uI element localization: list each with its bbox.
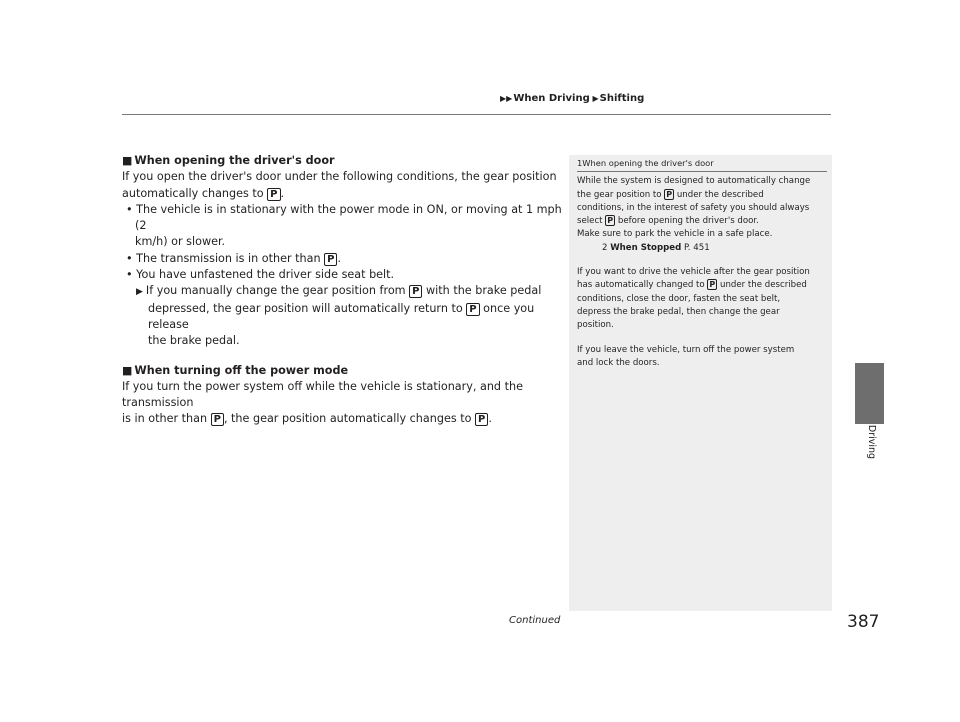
continued-label: Continued: [509, 615, 561, 626]
sidebar-heading: 1When opening the driver's door: [577, 157, 827, 172]
breadcrumb-item[interactable]: Shifting: [599, 93, 645, 104]
header-rule: [122, 114, 831, 115]
square-bullet-icon: ■: [122, 363, 133, 377]
section-heading: ■ When opening the driver's door: [122, 154, 335, 167]
sidebar-paragraph: While the system is designed to automatically change the gear position to P under the described conditions, in the interest of safety you should always select P before opening the driver's door. Make sure to park the vehicle in a safe place.: [577, 176, 811, 240]
page-number: 387: [847, 612, 880, 632]
arrow-icon: ▶: [136, 287, 143, 298]
list-item: • You have unfastened the driver side seat belt.: [126, 268, 395, 282]
list-item: • The transmission is in other than P .: [126, 251, 342, 265]
park-key-icon: P: [466, 303, 479, 316]
paragraph: If you turn the power system off while the vehicle is stationary, and the transmission is in other than P , the gear position automatically changes to P .: [122, 379, 523, 426]
park-key-icon: P: [211, 413, 224, 426]
sidebar-paragraph: If you leave the vehicle, turn off the power system and lock the doors.: [577, 344, 795, 368]
park-key-icon: P: [666, 189, 673, 199]
square-bullet-icon: ■: [122, 154, 133, 167]
park-key-icon: P: [475, 413, 488, 426]
reference-arrow-icon: 2: [602, 242, 611, 253]
paragraph: If you open the driver's door under the following conditions, the gear position automatically changes to P .: [122, 170, 557, 200]
park-key-icon: P: [324, 253, 337, 266]
park-key-icon: P: [267, 188, 280, 201]
cross-reference-link[interactable]: 2 When Stopped P. 451: [602, 242, 710, 253]
park-key-icon: P: [709, 280, 716, 290]
sidebar-content: [577, 157, 827, 370]
chapter-tab-label: Driving: [866, 424, 877, 460]
breadcrumb-item[interactable]: When Driving: [513, 93, 590, 104]
main-content: [122, 153, 562, 428]
park-key-icon: P: [607, 216, 614, 226]
arrow-icon: ▶▶: [500, 94, 513, 103]
list-item: • The vehicle is in stationary with the power mode in ON, or moving at 1 mph (2 km/h) or slower.: [126, 202, 562, 249]
sidebar-paragraph: If you want to drive the vehicle after the gear position has automatically changed to P under the described conditions, close the door, fasten the seat belt, depress the brake pedal, then change the gear position.: [577, 267, 810, 331]
section-heading: ■ When turning off the power mode: [122, 363, 349, 377]
breadcrumb: [500, 93, 644, 104]
arrow-icon: ▶: [589, 94, 599, 103]
note: ▶ If you manually change the gear position from P with the brake pedal depressed, the gear position will automatically return to P once you release the brake pedal.: [136, 284, 542, 348]
note-icon: 1: [577, 158, 583, 168]
park-key-icon: P: [409, 285, 422, 298]
